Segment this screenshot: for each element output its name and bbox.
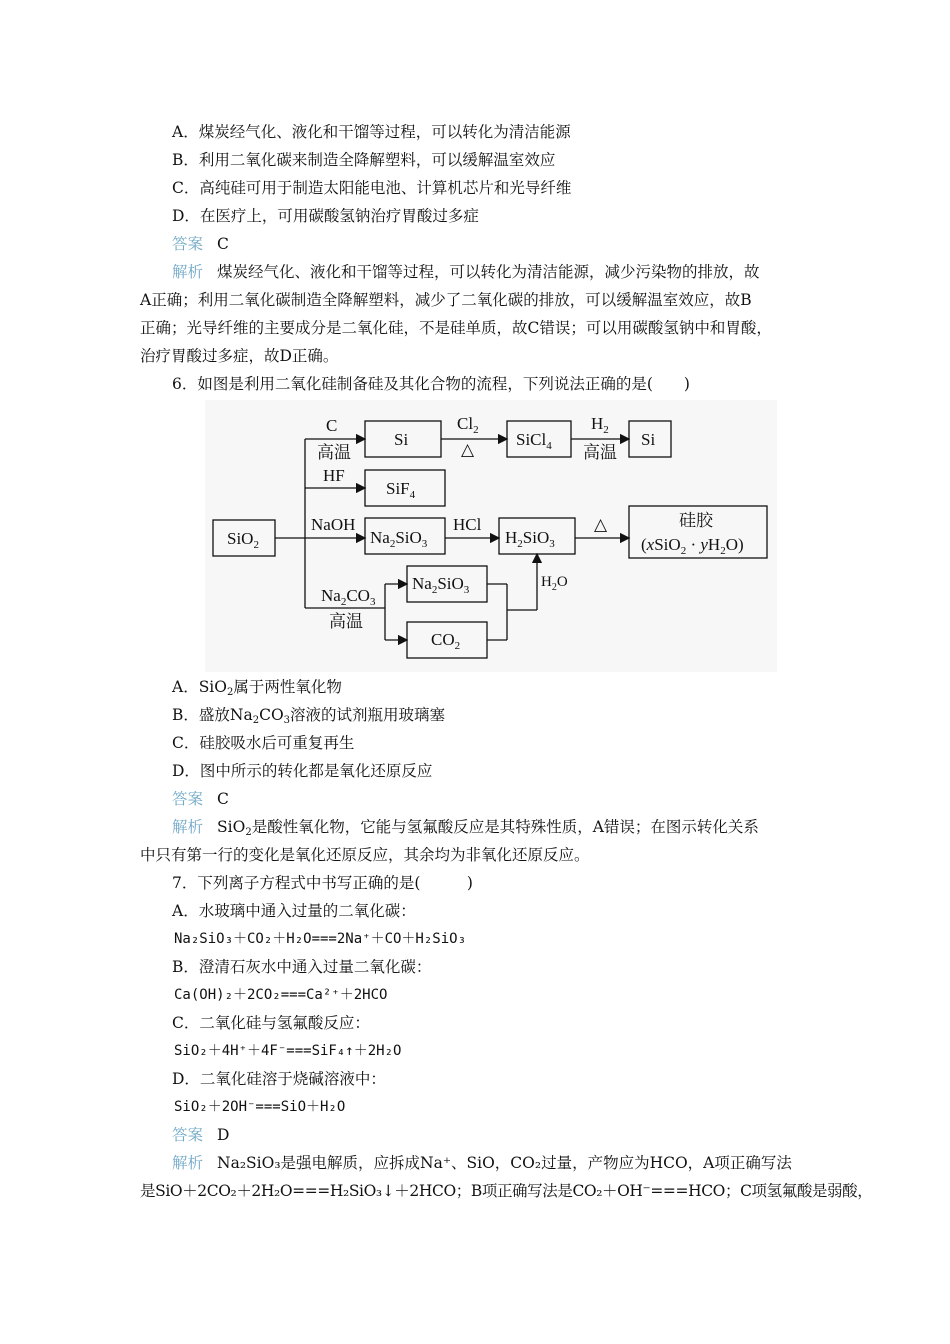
flow-diagram	[205, 400, 777, 672]
q6-option-a: A．SiO$_2$属于两性氧化物	[172, 678, 342, 698]
label-hcl: HCl	[453, 515, 482, 534]
q7-option-d: D．二氧化硅溶于烧碱溶液中：	[172, 1070, 386, 1088]
q7-analysis-line-1: 解析 Na₂SiO₃是强电解质，应拆成Na⁺、SiO，CO₂过量，产物应为HCO，A项正确写法	[172, 1154, 792, 1172]
q5-analysis-line-4: 治疗胃酸过多症，故D正确。	[140, 347, 339, 365]
q7-equation-a: Na₂SiO₃＋CO₂＋H₂O===2Na⁺＋CO＋H₂SiO₃	[174, 931, 467, 947]
label-na2co3: $Na_2CO_3$	[321, 586, 376, 608]
answer-tag: 答案	[172, 235, 204, 253]
label-delta-1: △	[461, 440, 475, 459]
label-high-temp-3: 高温	[329, 612, 363, 631]
q5-option-b: B．利用二氧化碳来制造全降解塑料，可以缓解温室效应	[172, 151, 556, 169]
label-co2: $CO_2$	[431, 630, 461, 652]
q5-option-c: C．高纯硅可用于制造太阳能电池、计算机芯片和光导纤维	[172, 179, 572, 197]
label-si-2: Si	[641, 430, 656, 449]
label-silica-gel: 硅胶	[679, 511, 713, 530]
label-cl2: $Cl_2$	[457, 414, 479, 436]
q7-equation-c: SiO₂＋4H⁺＋4F⁻===SiF₄↑＋2H₂O	[174, 1043, 402, 1059]
q5-option-d: D．在医疗上，可用碳酸氢钠治疗胃酸过多症	[172, 207, 479, 225]
q6-answer	[172, 789, 229, 809]
q5-answer	[172, 234, 229, 254]
label-silica-gel-formula: (xSiO$_2$ · $yH_2O$)	[641, 535, 744, 557]
label-sif4: SiF$_4$	[386, 479, 416, 501]
answer-tag: 答案	[172, 790, 204, 808]
analysis-tag: 解析	[172, 818, 204, 836]
answer-value: C	[217, 790, 229, 808]
label-high-temp-1: 高温	[317, 443, 351, 462]
label-sicl4: SiCl$_4$	[516, 430, 552, 452]
label-h2: $H_2$	[591, 414, 609, 436]
q7-option-c: C．二氧化硅与氢氟酸反应：	[172, 1014, 370, 1032]
q6-analysis-line-2: 中只有第一行的变化是氧化还原反应，其余均为非氧化还原反应。	[140, 846, 590, 864]
label-h2o: $H_2O$	[541, 574, 568, 593]
analysis-text: 煤炭经气化、液化和干馏等过程，可以转化为清洁能源，减少污染物的排放，故	[217, 263, 760, 281]
answer-value: D	[217, 1126, 230, 1144]
answer-value: C	[217, 235, 229, 253]
q6-option-d: D．图中所示的转化都是氧化还原反应	[172, 762, 433, 780]
q7-equation-d: SiO₂＋2OH⁻===SiO＋H₂O	[174, 1099, 346, 1115]
q6-option-c: C．硅胶吸水后可重复再生	[172, 734, 355, 752]
q5-analysis-line-1	[172, 262, 760, 282]
q7-answer	[172, 1125, 229, 1145]
label-c: C	[326, 416, 338, 435]
label-high-temp-2: 高温	[583, 443, 617, 462]
label-si-1: Si	[394, 430, 409, 449]
q6-option-b: B．盛放$Na_2CO_3$溶液的试剂瓶用玻璃塞	[172, 706, 446, 726]
label-naoh: NaOH	[311, 515, 356, 534]
q5-option-a: A．煤炭经气化、液化和干馏等过程，可以转化为清洁能源	[172, 123, 571, 141]
q5-analysis-line-3: 正确；光导纤维的主要成分是二氧化硅，不是硅单质，故C错误；可以用碳酸氢钠中和胃酸，	[140, 319, 772, 337]
q7-equation-b: Ca(OH)₂＋2CO₂===Ca²⁺＋2HCO	[174, 987, 388, 1003]
q7-stem: 7．下列离子方程式中书写正确的是( )	[172, 874, 473, 892]
label-delta-2: △	[594, 515, 608, 534]
label-h2sio3: $H_2SiO_3$	[505, 528, 555, 550]
label-hf: HF	[323, 466, 345, 485]
label-na2sio3-2: $Na_2SiO_3$	[412, 574, 470, 596]
answer-tag: 答案	[172, 1126, 204, 1144]
label-sio2: SiO$_2$	[227, 529, 259, 551]
q6-stem: 6．如图是利用二氧化硅制备硅及其化合物的流程，下列说法正确的是( )	[172, 375, 690, 393]
q5-analysis-line-2: A正确；利用二氧化碳制造全降解塑料，减少了二氧化碳的排放，可以缓解温室效应，故B	[140, 291, 752, 309]
q6-analysis-line-1: 解析 SiO$_2$是酸性氧化物，它能与氢氟酸反应是其特殊性质，A错误；在图示转化关系	[172, 818, 759, 838]
analysis-tag: 解析	[172, 1154, 204, 1172]
analysis-tag: 解析	[172, 263, 204, 281]
q7-option-b: B．澄清石灰水中通入过量二氧化碳：	[172, 958, 432, 976]
label-na2sio3-1: $Na_2SiO_3$	[370, 528, 428, 550]
q7-option-a: A．水玻璃中通入过量的二氧化碳：	[172, 902, 416, 920]
q7-analysis-line-2: 是SiO＋2CO₂＋2H₂O===H₂SiO₃↓＋2HCO；B项正确写法是CO₂＋OH⁻===HCO；C项氢氟酸是弱酸，	[140, 1182, 873, 1200]
